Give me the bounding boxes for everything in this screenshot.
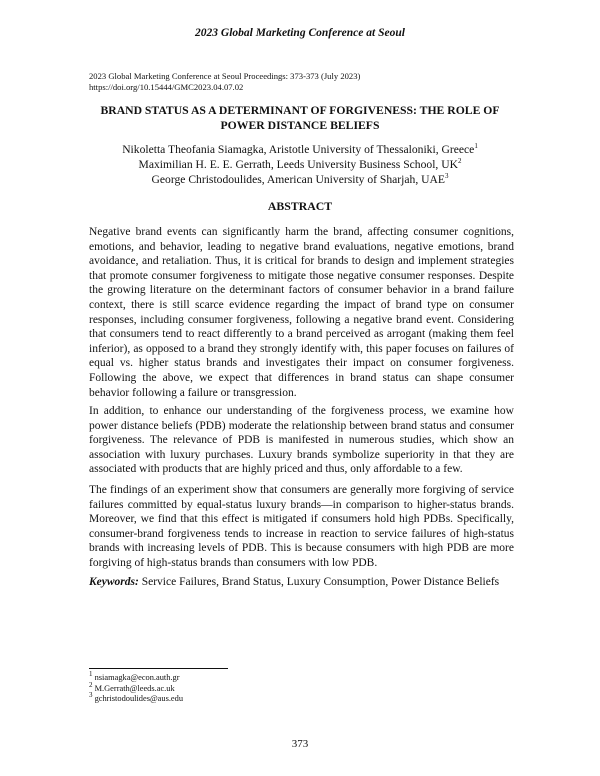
footnote-divider	[89, 668, 228, 669]
author-3	[40, 172, 560, 187]
abstract-heading: ABSTRACT	[267, 199, 333, 213]
footnote-3-email[interactable]: gchristodoulides@aus.edu	[94, 694, 184, 704]
author-2	[40, 157, 560, 172]
footnote-2-email[interactable]: M.Gerrath@leeds.ac.uk	[94, 683, 175, 693]
footnote-3	[89, 691, 389, 705]
footnotes	[89, 670, 389, 705]
author-2-footnote-mark: 2	[457, 157, 462, 166]
abstract-paragraph-3-text: The findings of an experiment show that consumers are generally more forgiving of service failures committed by equal-status luxury brands—in comparison to higher-status brands. Moreover, we find that this effect is mitigated if consumers hold high PDBs. Specifically, consumer-brand forgiveness tends to increase in reaction to service failures of high-status brands with increasing levels of PDB. This is because consumers with high PDB are more forgiving of high-status brands than consumers with low PDB.	[89, 484, 514, 569]
author-1-text: Nikoletta Theofania Siamagka, Aristotle University of Thessaloniki, Greece	[122, 143, 475, 156]
abstract-paragraph-2	[89, 404, 514, 477]
doi-link[interactable]: https://doi.org/10.15444/GMC2023.04.07.02	[89, 82, 244, 92]
abstract-paragraph-1	[89, 225, 514, 400]
keywords-text: Service Failures, Brand Status, Luxury Consumption, Power Distance Beliefs	[141, 576, 500, 588]
author-1	[40, 142, 560, 157]
proceedings-info	[89, 71, 519, 93]
page-number: 373	[291, 738, 309, 750]
abstract-paragraph-1-text: Negative brand events can significantly harm the brand, affecting consumer cognitions, emotions, and behavior, leading to negative brand evaluations, negative emotions, brand avoidance, and retaliation. Thus, it is critical for brands to design and implement strategies that promote consumer forgiveness to mitigate those negative consumer responses. Despite the growing literature on the determinant factors of consumer behavior in a brand failure context, there is still scarce evidence regarding the impact of brand type on consumer responses, including consumer forgiveness, following a negative brand event. Considering that consumers tend to react differently to a brand perceived as arrogant (making them feel inferior), as opposed to a brand they strongly identify with, this paper focuses on failures of equal vs. higher status brands and investigates their impact on consumer forgiveness. Following the above, we expect that differences in brand status can shape consumer behavior following a failure or transgression.	[89, 226, 514, 399]
abstract-paragraph-2-text: In addition, to enhance our understanding of the forgiveness process, we examine how power distance beliefs (PDB) moderate the relationship between brand status and consumer forgiveness. The relevance of PDB is manifested in numerous studies, which show an association with luxury purchases. Luxury brands symbolize superiority in that they are associated with products that are highly priced and thus, only affordable to a few.	[89, 405, 514, 476]
footnote-2-mark: 2	[89, 680, 93, 689]
footnote-3-mark: 3	[89, 691, 93, 700]
author-3-footnote-mark: 3	[444, 172, 449, 181]
keywords	[89, 575, 519, 590]
footnote-1-mark: 1	[89, 670, 93, 679]
author-list	[40, 142, 560, 187]
paper-title	[60, 103, 540, 133]
footnote-2	[89, 680, 389, 695]
author-1-footnote-mark: 1	[474, 142, 478, 151]
proceedings-citation: 2023 Global Marketing Conference at Seoul Proceedings: 373-373 (July 2023)	[89, 71, 361, 81]
footnote-1-email[interactable]: nsiamagka@econ.auth.gr	[94, 673, 180, 682]
keywords-label: Keywords:	[89, 576, 139, 588]
running-header: 2023 Global Marketing Conference at Seoul	[195, 27, 405, 39]
author-3-text: George Christodoulides, American University of Sharjah, UAE	[151, 173, 445, 186]
title-line-1: BRAND STATUS AS A DETERMINANT OF FORGIVENESS: THE ROLE OF	[100, 104, 500, 117]
footnote-1	[89, 670, 389, 684]
author-2-text: Maximilian H. E. E. Gerrath, Leeds University Business School, UK	[138, 158, 458, 171]
abstract-paragraph-3	[89, 483, 514, 571]
title-line-2: POWER DISTANCE BELIEFS	[220, 119, 380, 132]
